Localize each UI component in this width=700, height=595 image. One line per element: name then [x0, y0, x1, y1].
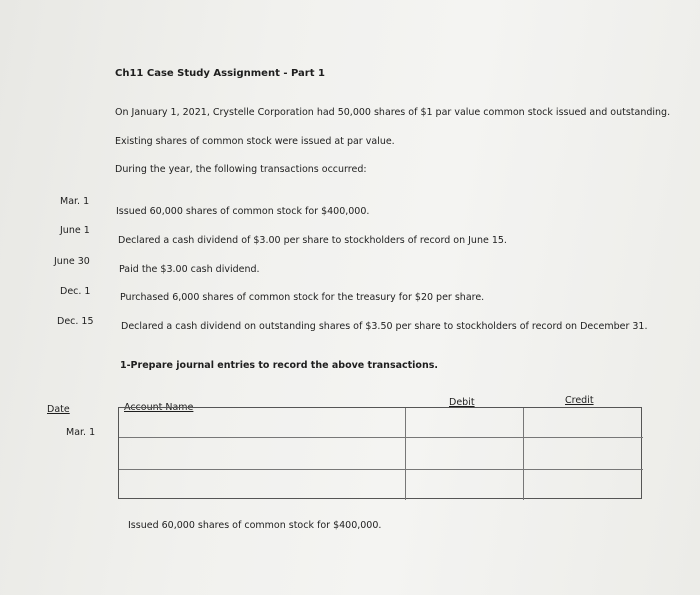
credit-cell[interactable] [524, 470, 643, 500]
transaction-text: Purchased 6,000 shares of common stock for the treasury for $20 per share. [120, 292, 485, 303]
debit-cell[interactable] [406, 470, 524, 500]
transaction-text: Paid the $3.00 cash dividend. [119, 264, 260, 275]
transaction-date: June 1 [60, 225, 90, 236]
journal-entry-table [118, 407, 642, 499]
question-heading: 1-Prepare journal entries to record the above transactions. [120, 360, 438, 371]
date-column-header: Date [47, 404, 70, 415]
transaction-date: Dec. 15 [57, 316, 94, 327]
debit-cell[interactable] [406, 408, 524, 438]
credit-column-header: Credit [565, 395, 594, 406]
transaction-text: Declared a cash dividend on outstanding shares of $3.50 per share to stockholders of record on December 31. [121, 321, 648, 332]
account-name-cell[interactable] [119, 470, 406, 500]
credit-cell[interactable] [524, 408, 643, 438]
transaction-text: Issued 60,000 shares of common stock for $400,000. [116, 206, 370, 217]
credit-cell[interactable] [524, 438, 643, 470]
intro-line-2: Existing shares of common stock were issued at par value. [115, 136, 395, 147]
transaction-date: Mar. 1 [60, 196, 90, 207]
account-name-cell[interactable] [119, 438, 406, 470]
journal-entry-date: Mar. 1 [66, 427, 96, 438]
intro-line-1: On January 1, 2021, Crystelle Corporation had 50,000 shares of $1 par value common stock issued and outstanding. [115, 107, 671, 118]
debit-column-header: Debit [449, 397, 475, 408]
debit-cell[interactable] [406, 438, 524, 470]
transaction-date: Dec. 1 [60, 286, 91, 297]
account-name-cell[interactable] [119, 408, 406, 438]
transaction-date: June 30 [54, 256, 90, 267]
intro-line-3: During the year, the following transactions occurred: [115, 164, 367, 175]
assignment-title: Ch11 Case Study Assignment - Part 1 [115, 68, 325, 79]
journal-explanation: Issued 60,000 shares of common stock for $400,000. [128, 520, 382, 531]
account-name-column-header: Account Name [124, 402, 194, 413]
transaction-text: Declared a cash dividend of $3.00 per share to stockholders of record on June 15. [118, 235, 507, 246]
